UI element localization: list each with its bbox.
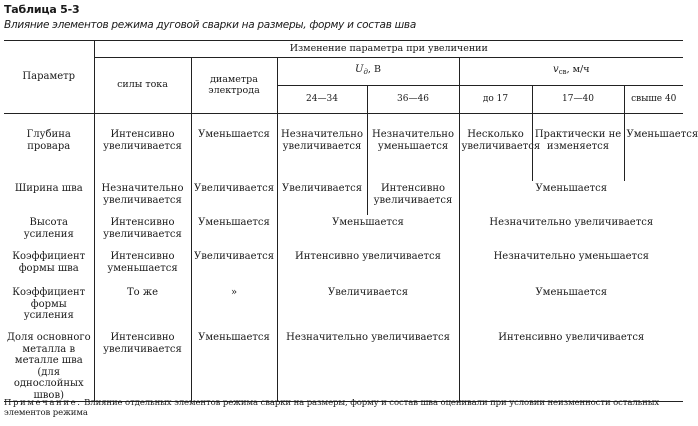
ud-symbol: U — [355, 64, 364, 76]
table-row — [4, 181, 683, 215]
cell-ud1: Увеличивается — [277, 181, 367, 215]
row-param: Коэффициент формы усиления — [12, 287, 86, 321]
table-row — [4, 127, 683, 181]
table-row — [4, 330, 683, 402]
cell-v1: Несколько увеличивается — [459, 127, 532, 181]
cell-v-all: Интенсивно увеличивается — [459, 330, 683, 402]
ud-unit: , В — [367, 64, 381, 76]
cell-diameter: Увеличивается — [191, 181, 277, 215]
cell-current: Интенсивно уменьшается — [94, 249, 191, 285]
table-row — [4, 249, 683, 285]
header-vsv — [459, 58, 683, 86]
cell-current: То же — [94, 285, 191, 330]
cell-v-all: Уменьшается — [459, 181, 683, 215]
cell-ud-all: Увеличивается — [277, 285, 459, 330]
spacer-row — [4, 114, 683, 128]
note-label: Примечание. — [4, 398, 82, 408]
header-param: Параметр — [4, 41, 94, 114]
table-number: Таблица 5-3 — [4, 3, 80, 16]
cell-diameter: Уменьшается — [191, 215, 277, 249]
header-v-range-3: свыше 40 — [624, 86, 683, 114]
cell-current: Интенсивно увеличивается — [94, 215, 191, 249]
cell-diameter: » — [191, 285, 277, 330]
cell-ud1: Незначительно увеличивается — [277, 127, 367, 181]
header-v-range-1: до 17 — [459, 86, 532, 114]
cell-diameter: Уменьшается — [191, 127, 277, 181]
table-note — [4, 398, 680, 418]
cell-current: Интенсивно увеличивается — [94, 330, 191, 402]
header-ud — [277, 58, 459, 86]
vsv-sub: св — [558, 68, 567, 77]
row-param: Коэффициент формы шва — [12, 251, 86, 274]
cell-current: Незначительно увеличивается — [94, 181, 191, 215]
row-param: Высота усиления — [23, 217, 74, 240]
table-row — [4, 215, 683, 249]
cell-v-all: Уменьшается — [459, 285, 683, 330]
table-row — [4, 285, 683, 330]
cell-ud-all: Уменьшается — [277, 215, 459, 249]
cell-v-all: Незначительно увеличивается — [459, 215, 683, 249]
vsv-unit: , м/ч — [566, 64, 590, 76]
row-param: Ширина шва — [14, 183, 83, 194]
cell-ud-all: Интенсивно увеличивается — [277, 249, 459, 285]
welding-table — [4, 40, 698, 402]
header-change: Изменение параметра при увеличении — [94, 41, 683, 58]
cell-current: Интенсивно увеличивается — [94, 127, 191, 181]
header-ud-range-1: 24—34 — [277, 86, 367, 114]
row-param: Глубина провара — [26, 129, 71, 152]
table-title: Влияние элементов режима дуговой сварки на размеры, форму и состав шва — [4, 19, 416, 31]
cell-v3: Уменьшается — [624, 127, 683, 181]
cell-ud2: Интенсивно увеличивается — [367, 181, 459, 215]
ud-sub: д — [363, 68, 368, 77]
note-text: Влияние отдельных элементов режима сварки на размеры, форму и состав шва оценивали при условии неизменности остальных элементов режима — [4, 398, 660, 418]
cell-ud-all: Незначительно увеличивается — [277, 330, 459, 402]
cell-v2: Практически не изменяется — [532, 127, 624, 181]
header-v-range-2: 17—40 — [532, 86, 624, 114]
cell-v-all: Незначительно уменьшается — [459, 249, 683, 285]
cell-ud2: Незначительно уменьшается — [367, 127, 459, 181]
cell-diameter: Уменьшается — [191, 330, 277, 402]
vsv-symbol: v — [553, 64, 559, 76]
row-param: Доля основного металла в металле шва (для однослойных швов) — [4, 330, 94, 402]
header-current: силы тока — [94, 58, 191, 114]
header-ud-range-2: 36—46 — [367, 86, 459, 114]
cell-diameter: Увеличивается — [191, 249, 277, 285]
header-diameter: диаметра электрода — [191, 58, 277, 114]
